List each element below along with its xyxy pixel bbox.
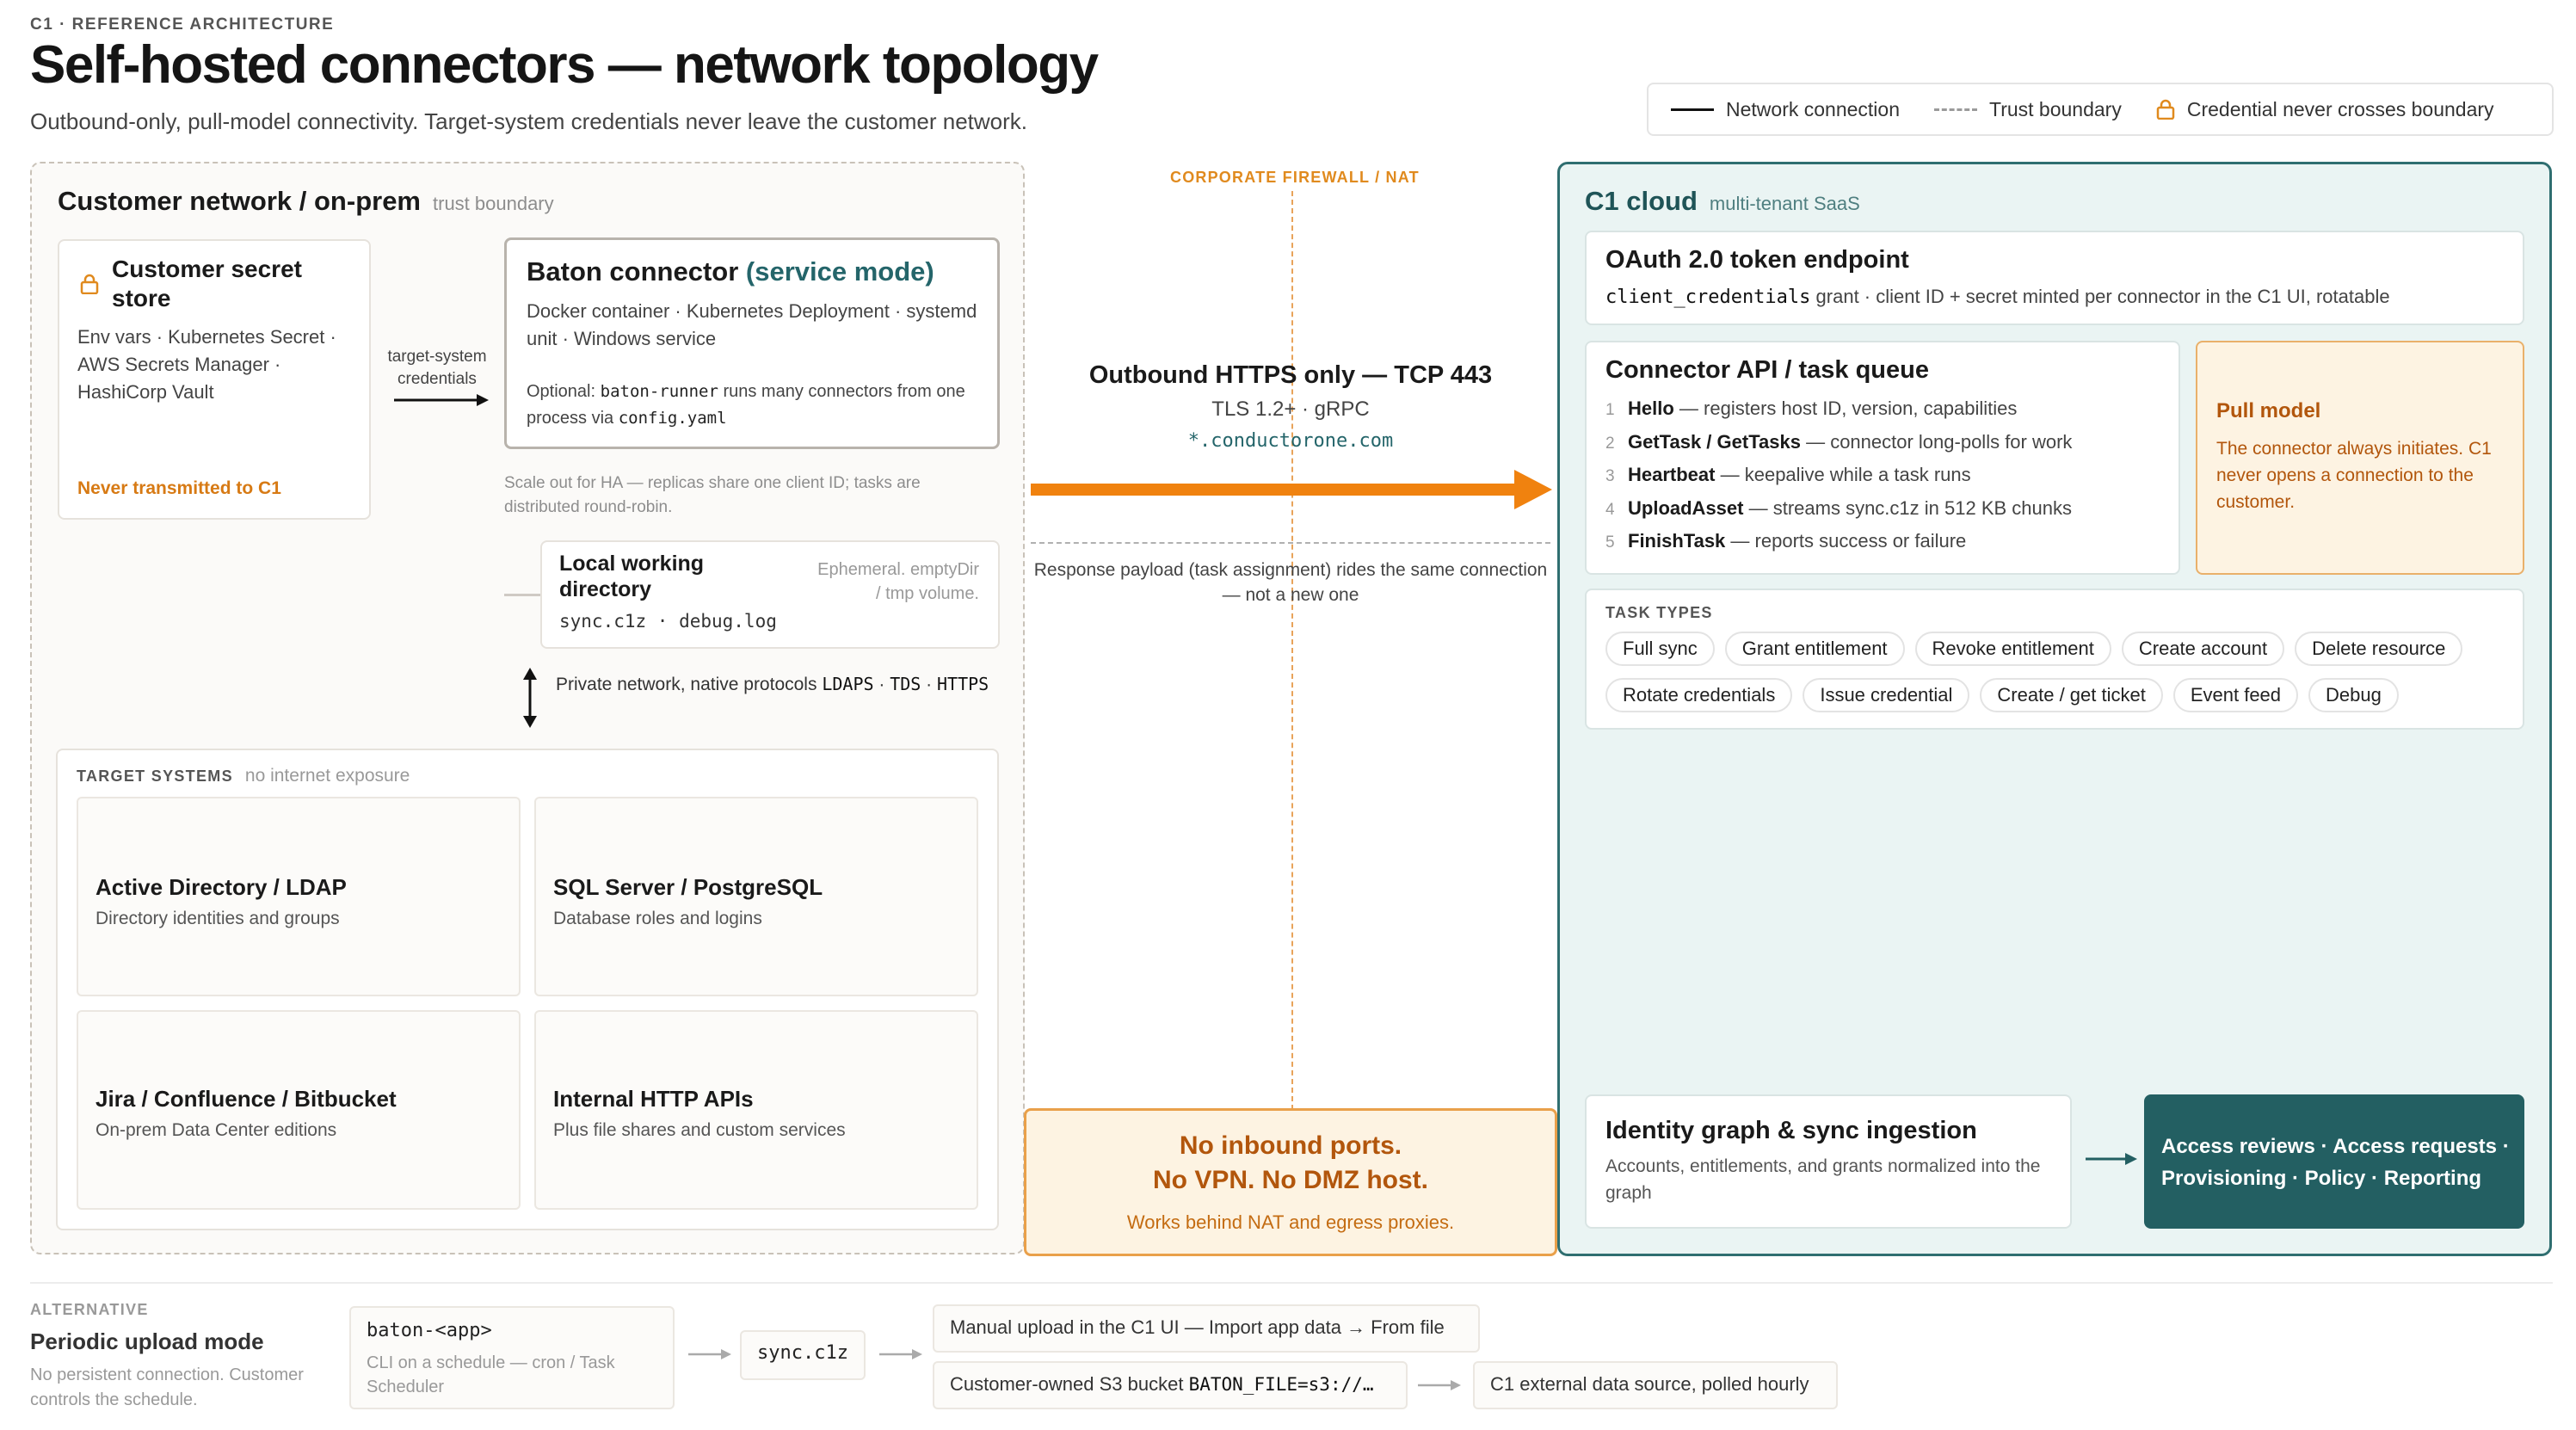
credentials-label: target-system credentials [387,348,487,388]
private-network-text: Private network, native protocols LDAPS · TDS · HTTPS [556,674,989,694]
legend-network-label: Network connection [1726,97,1900,120]
firewall-label: CORPORATE FIREWALL / NAT [1170,169,1420,186]
secret-store-note: Never transmitted to C1 [77,478,281,498]
baton-connector-name: Baton connector [527,256,739,287]
no-inbound-text [1024,1129,1557,1198]
task-types-label: TASK TYPES [1605,604,1713,621]
customer-network-label: Customer network / on-prem [58,186,421,216]
no-inbound-line-2: No VPN. No DMZ host. [1153,1166,1428,1194]
target-systems-tag: no internet exposure [244,766,410,786]
identity-graph-sub: Accounts, entitlements, and grants normalized into the graph [1605,1156,2041,1203]
trust-boundary-tag: trust boundary [433,193,554,214]
sync-file-name: sync.c1z [757,1342,848,1364]
legend-credential [2156,98,2494,121]
target-system-title: Active Directory / LDAP [96,874,347,900]
task-type-chips [1605,632,2517,712]
legend [1647,83,2554,136]
api-call-row: 3 Heartbeat — keepalive while a task runs [1605,464,1971,485]
dashed-line-icon [1934,108,1977,111]
flow-arrow [688,1347,731,1361]
target-system-title: Jira / Confluence / Bitbucket [96,1086,397,1112]
baton-app-desc: CLI on a schedule — cron / Task Scheduler [367,1353,615,1396]
baton-connector-desc: Docker container · Kubernetes Deployment · systemd unit · Windows service [527,300,977,349]
task-type-chip: Full sync [1605,632,1715,666]
baton-runner-note [527,379,991,432]
connector-api-title: Connector API / task queue [1605,356,1929,384]
task-type-chip: Issue credential [1803,678,1969,712]
periodic-upload-title: Periodic upload mode [30,1328,264,1354]
client-credentials-code: client_credentials [1605,287,1811,308]
response-payload-note: Response payload (task assignment) rides the same connection — not a new one [1033,560,1548,605]
outbound-https-title: Outbound HTTPS only — TCP 443 [1088,361,1493,389]
customer-network-title [58,186,554,217]
target-system-title: SQL Server / PostgreSQL [553,874,823,900]
private-network-prefix: Private network, native protocols [556,675,817,694]
api-call-row: 5 FinishTask — reports success or failure [1605,530,1967,552]
section-divider [30,1282,2553,1284]
task-type-chip: Event feed [2173,678,2298,712]
opt-prefix: Optional: [527,382,596,401]
working-directory-title: Local working directory [559,552,705,601]
oauth-sub [1605,286,2390,308]
api-call-row: 4 UploadAsset — streams sync.c1z in 512 KB chunks [1605,496,2072,519]
target-system-sub: On-prem Data Center editions [96,1120,337,1140]
outbound-arrow [1031,468,1552,511]
private-network-arrow [521,668,539,728]
c1-cloud-label: C1 cloud [1585,186,1698,216]
legend-credential-label: Credential never crosses boundary [2186,97,2494,120]
baton-file-code: BATON_FILE=s3://… [1188,1374,1374,1395]
connector-api-list [1605,398,2072,564]
task-type-chip: Rotate credentials [1605,678,1792,712]
manual-upload-text: Manual upload in the C1 UI — Import app data → From file [950,1316,1445,1338]
task-type-chip: Grant entitlement [1725,632,1905,666]
working-directory-note: Ephemeral. emptyDir / tmp volume. [817,560,979,603]
service-mode-label: (service mode) [745,256,934,287]
working-directory-files: sync.c1z · debug.log [559,611,777,632]
tls-grpc-label: TLS 1.2+ · gRPC [1211,398,1370,421]
scale-out-note: Scale out for HA — replicas share one client ID; tasks are distributed round-robin. [504,474,921,516]
baton-runner-code: baton-runner [600,382,718,401]
api-call-row: 2 GetTask / GetTasks — connector long-polls for work [1605,430,2073,453]
baton-app-name: baton-<app> [367,1320,492,1341]
lock-icon [2156,99,2175,120]
baton-connector-title [527,256,934,287]
lock-icon [79,274,100,294]
task-type-chip: Create / get ticket [1980,678,2162,712]
alternative-label: ALTERNATIVE [30,1301,149,1318]
oauth-card [1585,231,2524,325]
external-source-text: C1 external data source, polled hourly [1490,1373,1809,1395]
protocol-https: HTTPS [937,674,989,694]
no-inbound-sub: Works behind NAT and egress proxies. [1126,1211,1455,1233]
api-call-row: 1 Hello — registers host ID, version, capabilities [1605,398,2018,419]
c1-cloud-title [1585,186,1860,217]
secret-store-desc: Env vars · Kubernetes Secret · AWS Secrets Manager · HashiCorp Vault [77,326,336,403]
oauth-grant-text: grant · client ID + secret minted per connector in the C1 UI, rotatable [1815,286,2390,307]
multi-tenant-tag: multi-tenant SaaS [1709,193,1860,214]
s3-bucket-prefix: Customer-owned S3 bucket [950,1373,1184,1395]
task-type-chip: Delete resource [2295,632,2462,666]
target-system-title: Internal HTTP APIs [553,1086,754,1112]
credentials-arrow [394,392,489,408]
identity-graph-title: Identity graph & sync ingestion [1605,1117,1977,1144]
response-dashed-line [1031,542,1550,544]
firewall-line [1291,191,1293,1110]
page-subtitle: Outbound-only, pull-model connectivity. Target-system credentials never leave the customer network. [30,108,1027,134]
conductorone-host: *.conductorone.com [1187,430,1394,452]
protocol-tds: TDS [890,674,921,694]
task-type-chip: Revoke entitlement [1915,632,2111,666]
target-system-sub: Plus file shares and custom services [553,1120,846,1140]
secret-store-title: Customer secret store [112,256,302,311]
legend-trust [1934,98,2122,121]
pull-model-text: The connector always initiates. C1 never opens a connection to the customer. [2216,439,2492,512]
target-systems-label [77,766,410,786]
access-features-text: Access reviews · Access requests · Provisioning · Policy · Reporting [2161,1135,2510,1190]
opt-mid: runs many connectors from one process via [527,382,965,428]
no-inbound-line-1: No inbound ports. [1179,1131,1402,1160]
identity-to-access-arrow [2086,1151,2137,1167]
task-type-chip: Debug [2308,678,2399,712]
legend-network [1671,98,1900,121]
eyebrow: C1 · REFERENCE ARCHITECTURE [30,15,335,34]
target-system-sub: Database roles and logins [553,909,762,928]
page-title: Self-hosted connectors — network topology [30,35,1098,95]
oauth-title: OAuth 2.0 token endpoint [1605,246,1909,274]
s3-bucket-text [950,1373,1397,1396]
legend-trust-label: Trust boundary [1989,97,2122,120]
solid-line-icon [1671,108,1714,111]
target-systems-heading: TARGET SYSTEMS [77,767,233,785]
protocol-ldaps: LDAPS [822,674,874,694]
pull-model-title: Pull model [2216,399,2321,422]
target-system-sub: Directory identities and groups [96,909,340,928]
workdir-connector-line [504,594,540,596]
config-yaml-code: config.yaml [618,409,727,428]
flow-arrow [879,1347,922,1361]
flow-arrow [1418,1378,1461,1392]
task-type-chip: Create account [2122,632,2284,666]
periodic-upload-desc: No persistent connection. Customer controls the schedule. [30,1365,304,1409]
